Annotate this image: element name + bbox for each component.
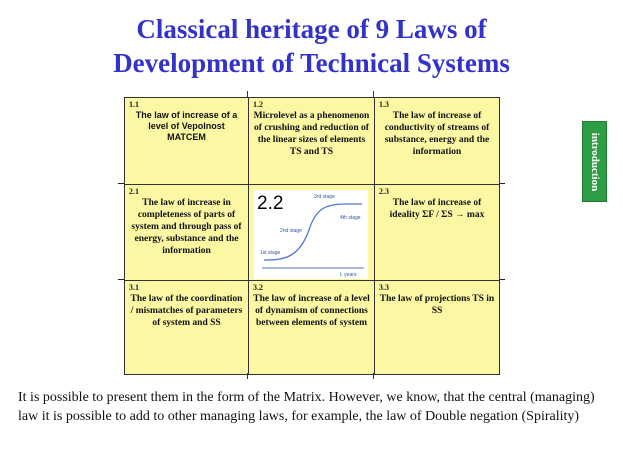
stage-3-label: 3rd stage: [314, 194, 335, 200]
cell-number: 2.3: [379, 187, 389, 196]
cell-number: 1.3: [379, 100, 389, 109]
matrix-cell-3-3: [375, 281, 499, 374]
stage-1-label: 1st stage: [260, 250, 281, 256]
title-line-1: Classical heritage of 9 Laws of: [136, 14, 487, 44]
matrix-cell-3-2: [249, 281, 374, 374]
slide-title: [0, 12, 623, 80]
cell-number: 1.2: [253, 100, 263, 109]
cell-number: 3.3: [379, 283, 389, 292]
grid-tick: [247, 373, 248, 379]
cell-text: The law of increase of a level of Vepolnost MATCEM: [135, 110, 238, 142]
cell-text: The law of increase of a level of dynamism of connections between elements of system: [253, 294, 370, 328]
s-curve-inset: [254, 190, 368, 279]
grid-tick: [373, 91, 374, 97]
matrix-cell-1-2: [249, 98, 374, 184]
cell-text: The law of the coordination / mismatches of parameters of system and SS: [130, 294, 243, 328]
grid-tick: [118, 183, 124, 184]
introduction-tab[interactable]: [582, 121, 607, 202]
cell-text: The law of increase of conductivity of streams of substance, energy and the information: [384, 111, 490, 157]
grid-tick: [373, 373, 374, 379]
caption-text: It is possible to present them in the form of the Matrix. However, we know, that the central (managing) law it is possible to add to other managing laws, for example, the law of Double negation (Spirality): [18, 390, 595, 424]
inset-label: 2.2: [257, 193, 284, 214]
grid-tick: [499, 183, 505, 184]
cell-number: 3.1: [129, 283, 139, 292]
grid-tick: [499, 279, 505, 280]
stage-2-label: 2nd stage: [280, 228, 302, 234]
grid-tick: [118, 279, 124, 280]
matrix-cell-1-1: [125, 98, 248, 184]
x-axis-label: t, years: [340, 272, 357, 278]
cell-text: The law of increase in completeness of parts of system and through pass of energy, substance and the information: [131, 198, 242, 256]
matrix-cell-2-1: [125, 185, 248, 280]
cell-text: The law of increase of ideality ΣF / ΣS → max: [389, 198, 485, 220]
cell-number: 3.2: [253, 283, 263, 292]
matrix-cell-3-1: [125, 281, 248, 374]
cell-text: The law of projections TS in SS: [379, 294, 495, 316]
title-line-2: Development of Technical Systems: [113, 48, 510, 78]
matrix-cell-2-3: [375, 185, 499, 280]
stage-4-label: 4th stage: [340, 215, 361, 221]
matrix-cell-1-3: [375, 98, 499, 184]
grid-tick: [247, 91, 248, 97]
cell-text: Microlevel as a phenomenon of crushing and reduction of the linear sizes of elements TS and TS: [253, 111, 370, 157]
cell-number: 1.1: [129, 100, 139, 109]
cell-number: 2.1: [129, 187, 139, 196]
introduction-tab-label: introduction: [588, 132, 601, 191]
